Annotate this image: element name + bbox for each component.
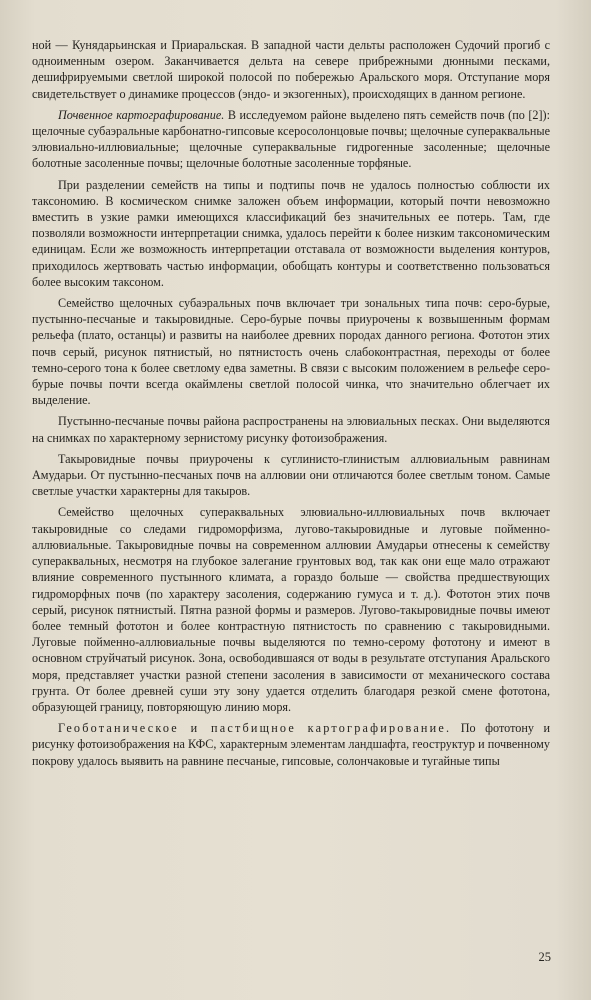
paragraph-1 <box>32 37 550 102</box>
paragraph-4 <box>32 295 550 408</box>
paragraph-6-text: Такыровидные почвы приурочены к суглинисто-глинистым аллювиальным равнинам Амударьи. От пустынно-песчаных почв на аллювии они отличаются более светлым тоном. Самые светлые участки характерны для такыров. <box>32 451 550 499</box>
paragraph-4-text: Семейство щелочных субаэральных почв включает три зональных типа почв: серо-бурые, пустынно-песчаные и такыровидные. Серо-бурые почвы приурочены к возвышенным формам рельефа (плато, останцы) и развиты на наиболее древних породах данного региона. Фототон этих почв серый, рисунок пятнистый, но пятнистость очень слабоконтрастная, переходы от более темно-серого тона к более светлому едва заметны. В связи с высоким положением в рельефе серо-бурые почвы почти всегда окаймлены светлой полосой чинка, что значительно облегчает их выделение. <box>32 296 550 408</box>
section-heading-geobotanical-mapping: Геоботаническое и пастбищное картографирование. <box>58 721 452 736</box>
paragraph-8-text: По фототону и рисунку фотоизображения на КФС, характерным элементам ландшафта, геоструктур и почвенному покрову удалось выявить на равнине песчаные, гипсовые, солончаковые и тугайные типы <box>32 721 550 768</box>
paragraph-6 <box>32 451 550 500</box>
body-text <box>32 37 550 774</box>
section-heading-soil-mapping: Почвенное картографирование. <box>58 107 225 122</box>
paragraph-7 <box>32 504 550 715</box>
paragraph-2 <box>32 107 550 172</box>
paragraph-5-text: Пустынно-песчаные почвы района распространены на элювиальных песках. Они выделяются на снимках по характерному зернистому рисунку фотоизображения. <box>32 414 550 445</box>
paragraph-3-text: При разделении семейств на типы и подтипы почв не удалось полностью соблюсти их таксономию. В космическом снимке заложен объем информации, который почти невозможно вместить в узкие рамки имеющихся классификаций без значительных ее потерь. Там, где позволяли возможности интерпретации снимка, удалось перейти к более низким таксономическим единицам. Если же возможность интерпретации отставала от возможности выделения контуров, приходилось жертвовать частью информации, обобщать контуры и соответственно пользоваться более высоким таксоном. <box>32 177 550 289</box>
paragraph-7-text: Семейство щелочных супераквальных элювиально-иллювиальных почв включает такыровидные со следами гидроморфизма, лугово-такыровидные и луговые пойменно-аллювиальные. Такыровидные почвы на современном аллювии Амударьи отнесены к семейству супераквальных, несмотря на глубокое залегание грунтовых вод, так как они еще мало отражают влияние современного пустынного климата, а гораздо больше — свойства предшествующих гидроморфных почв (по характеру засоления, содержанию гумуса и т. д.). Фототон этих почв серый, рисунок пятнистый. Пятна разной формы и размеров. Лугово-такыровидные почвы имеют более темный фототон и более контрастную пятнистость по сравнению с такыровидными. Луговые пойменно-аллювиальные почвы выделяются по темно-серому фототону и имеют в основном струйчатый рисунок. Зона, освободившаяся от воды в результате отступания Аральского моря, представляет участки разной степени засоления в зависимости от механического состава грунта. От более древней суши эту зону удается отделить благодаря резкой смене фототона, образующей границу, повторяющую линию моря. <box>32 505 550 714</box>
paragraph-5 <box>32 413 550 445</box>
paragraph-1-text: ной — Кунядарьинская и Приаральская. В западной части дельты расположен Судочий прогиб с одноименным озером. Заканчивается дельта на севере прибрежными дюнными песками, дешифрируемыми светлой широкой полосой по побережью Аральского моря. Отступание моря свидетельствует о динамике процессов (эндо- и экзогенных), происходящих в данном регионе. <box>32 38 550 101</box>
page-number: 25 <box>538 950 551 964</box>
paragraph-8 <box>32 720 550 769</box>
paragraph-2-text: В исследуемом районе выделено пять семейств почв (по [2]): щелочные субаэральные карбонатно-гипсовые ксеросолонцовые почвы; щелочные супераквальные элювиально-иллювиальные; щелочные супераквальные гидрогенные засоленные; щелочные болотные засоленные почвы; щелочные болотные засоленные торфяные. <box>32 107 550 171</box>
paragraph-3 <box>32 177 550 290</box>
